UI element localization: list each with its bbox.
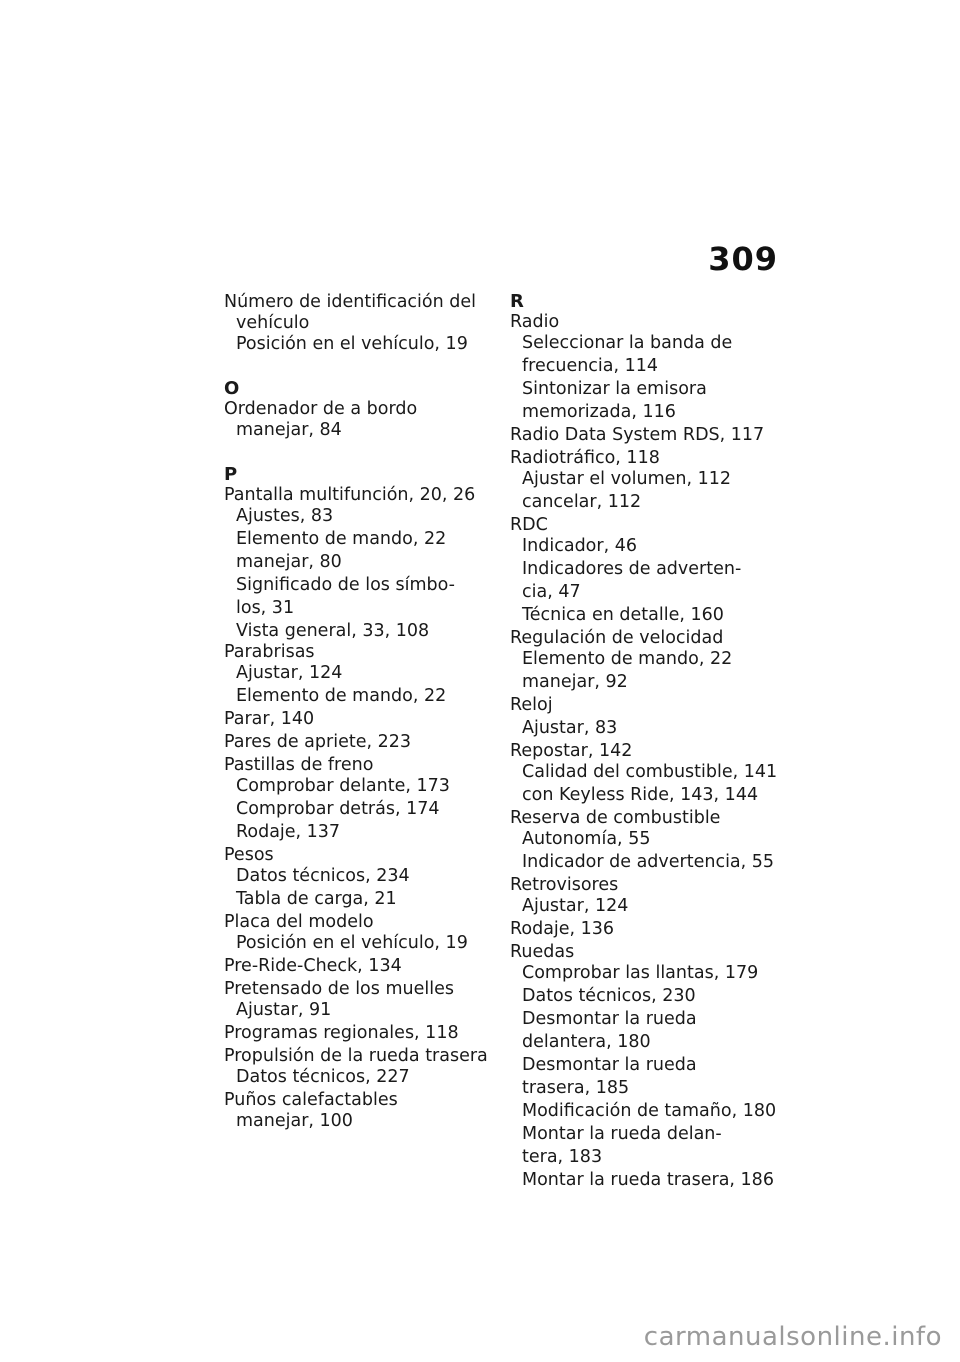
index-subentry-continuation: delantera, 180 (522, 1032, 651, 1052)
index-entry: Ordenador de a bordo (224, 399, 418, 419)
index-subentry: Ajustar, 124 (522, 896, 629, 916)
index-subentry: manejar, 84 (236, 420, 342, 440)
section-letter-p: P (224, 464, 238, 485)
index-subentry: Técnica en detalle, 160 (522, 605, 724, 625)
index-subentry: manejar, 100 (236, 1111, 353, 1131)
index-subentry: Desmontar la rueda (522, 1009, 697, 1029)
index-subentry: Comprobar detrás, 174 (236, 799, 440, 819)
index-subentry: Montar la rueda trasera, 186 (522, 1170, 774, 1190)
index-subentry: Ajustar, 91 (236, 1000, 332, 1020)
index-subentry: Tabla de carga, 21 (236, 889, 397, 909)
index-column-right (510, 292, 780, 1191)
index-subentry: manejar, 80 (236, 552, 342, 572)
index-entry-continuation: vehículo (236, 313, 310, 333)
index-subentry: Modificación de tamaño, 180 (522, 1101, 777, 1121)
index-entry: RDC (510, 515, 548, 535)
index-subentry: Elemento de mando, 22 (236, 686, 447, 706)
page-number: 309 (708, 240, 778, 278)
index-entry: Ruedas (510, 942, 575, 962)
index-entry: Pesos (224, 845, 274, 865)
index-entry: Pares de apriete, 223 (224, 732, 411, 752)
section-letter-o: O (224, 378, 240, 399)
index-subentry: Seleccionar la banda de (522, 333, 733, 353)
index-subentry: Calidad del combustible, 141 (522, 762, 778, 782)
index-entry: Pastillas de freno (224, 755, 374, 775)
index-entry: Radiotráfico, 118 (510, 448, 660, 468)
index-subentry: Comprobar delante, 173 (236, 776, 450, 796)
index-subentry: Ajustar, 83 (522, 718, 618, 738)
index-subentry: Ajustar el volumen, 112 (522, 469, 732, 489)
index-subentry: con Keyless Ride, 143, 144 (522, 785, 759, 805)
section-letter-r: R (510, 291, 524, 312)
index-subentry: Indicador, 46 (522, 536, 637, 556)
index-subentry-continuation: frecuencia, 114 (522, 356, 659, 376)
index-subentry-continuation: trasera, 185 (522, 1078, 630, 1098)
index-subentry: Elemento de mando, 22 (236, 529, 447, 549)
index-subentry-continuation: memorizada, 116 (522, 402, 676, 422)
index-subentry: Indicador de advertencia, 55 (522, 852, 775, 872)
index-subentry-continuation: tera, 183 (522, 1147, 603, 1167)
index-subentry: Ajustes, 83 (236, 506, 334, 526)
index-entry: Programas regionales, 118 (224, 1023, 459, 1043)
index-entry: Reserva de combustible (510, 808, 721, 828)
index-entry: Pretensado de los muelles (224, 979, 454, 999)
index-entry: Parabrisas (224, 642, 315, 662)
index-entry: Placa del modelo (224, 912, 374, 932)
index-subentry: Rodaje, 137 (236, 822, 341, 842)
index-subentry: Montar la rueda delan- (522, 1124, 722, 1144)
index-entry: Pantalla multifunción, 20, 26 (224, 485, 476, 505)
index-subentry: Desmontar la rueda (522, 1055, 697, 1075)
index-subentry: Significado de los símbo- (236, 575, 455, 595)
index-subentry: Comprobar las llantas, 179 (522, 963, 759, 983)
index-entry: Repostar, 142 (510, 741, 633, 761)
index-entry: Puños calefactables (224, 1090, 398, 1110)
index-column-left (224, 292, 494, 1132)
index-subentry: Sintonizar la emisora (522, 379, 707, 399)
index-subentry: Elemento de mando, 22 (522, 649, 733, 669)
index-entry: Propulsión de la rueda trasera (224, 1046, 488, 1066)
index-subentry: Vista general, 33, 108 (236, 621, 430, 641)
index-subentry: Posición en el vehículo, 19 (236, 334, 468, 354)
index-entry: Reloj (510, 695, 553, 715)
index-subentry: cancelar, 112 (522, 492, 642, 512)
index-subentry: Datos técnicos, 230 (522, 986, 696, 1006)
index-entry: Regulación de velocidad (510, 628, 724, 648)
index-entry: Radio (510, 312, 560, 332)
index-entry: Pre-Ride-Check, 134 (224, 956, 402, 976)
index-entry: Número de identificación del (224, 292, 477, 312)
index-subentry: Ajustar, 124 (236, 663, 343, 683)
index-subentry: Indicadores de adverten- (522, 559, 742, 579)
index-subentry: Autonomía, 55 (522, 829, 651, 849)
index-subentry-continuation: cia, 47 (522, 582, 581, 602)
index-entry: Parar, 140 (224, 709, 315, 729)
index-subentry: Datos técnicos, 227 (236, 1067, 410, 1087)
index-entry: Radio Data System RDS, 117 (510, 425, 765, 445)
index-entry: Rodaje, 136 (510, 919, 615, 939)
index-subentry: Datos técnicos, 234 (236, 866, 410, 886)
index-subentry: manejar, 92 (522, 672, 628, 692)
index-entry: Retrovisores (510, 875, 619, 895)
index-subentry-continuation: los, 31 (236, 598, 295, 618)
watermark: carmanualsonline.info (643, 1322, 942, 1352)
index-subentry: Posición en el vehículo, 19 (236, 933, 468, 953)
